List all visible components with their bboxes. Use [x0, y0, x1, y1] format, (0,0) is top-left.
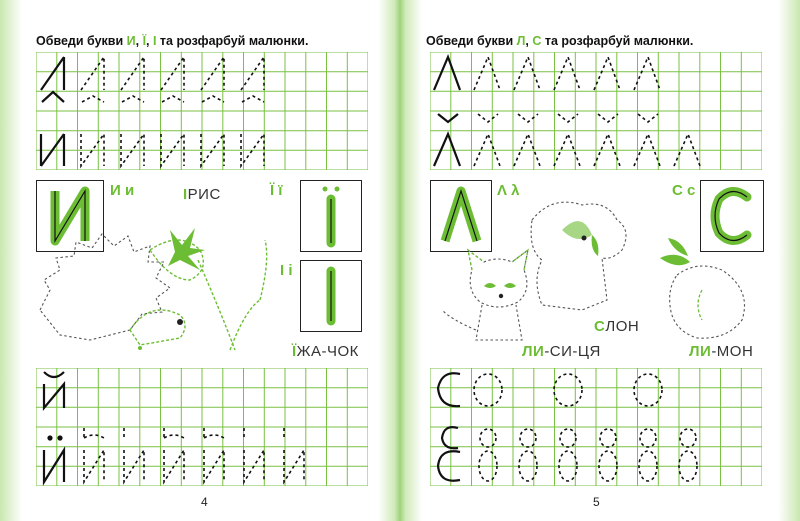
right-top-writing-grid [430, 52, 762, 170]
letter-card-i-ukr [300, 260, 362, 332]
word-hedgehog: ЇЖА-ЧОК [292, 343, 359, 360]
page-edge-left [0, 0, 22, 521]
page-number-left: 4 [201, 495, 208, 509]
letter-yi-model [301, 181, 361, 251]
page-edge-right [778, 0, 800, 521]
label-s-pair: С с [672, 182, 696, 199]
word-lemon: ЛИ-МОН [689, 343, 754, 360]
left-top-writing-grid [36, 52, 368, 170]
right-bottom-writing-grid [430, 368, 762, 486]
hedgehog-and-iris-illustration [30, 200, 290, 360]
label-l-pair: Λ λ [497, 182, 520, 199]
left-bottom-writing-grid [36, 368, 368, 486]
word-fox: ЛИ-СИ-ЦЯ [522, 343, 601, 360]
label-i-small-pair: І і [280, 262, 293, 279]
label-i-pair: И и [110, 182, 135, 199]
word-elephant: СЛОН [594, 318, 640, 335]
page-number-right: 5 [593, 495, 600, 509]
right-instruction: Обведи букви Л, С та розфарбуй малюнки. [426, 34, 694, 48]
label-yi-pair: Ї ї [270, 182, 283, 199]
letter-i-ukr-model [301, 261, 361, 331]
letter-card-yi [300, 180, 362, 252]
book-spine [378, 0, 422, 521]
left-instruction: Обведи букви И, Ї, І та розфарбуй малюнки. [36, 34, 309, 48]
word-iris: ІРИС [183, 186, 221, 203]
